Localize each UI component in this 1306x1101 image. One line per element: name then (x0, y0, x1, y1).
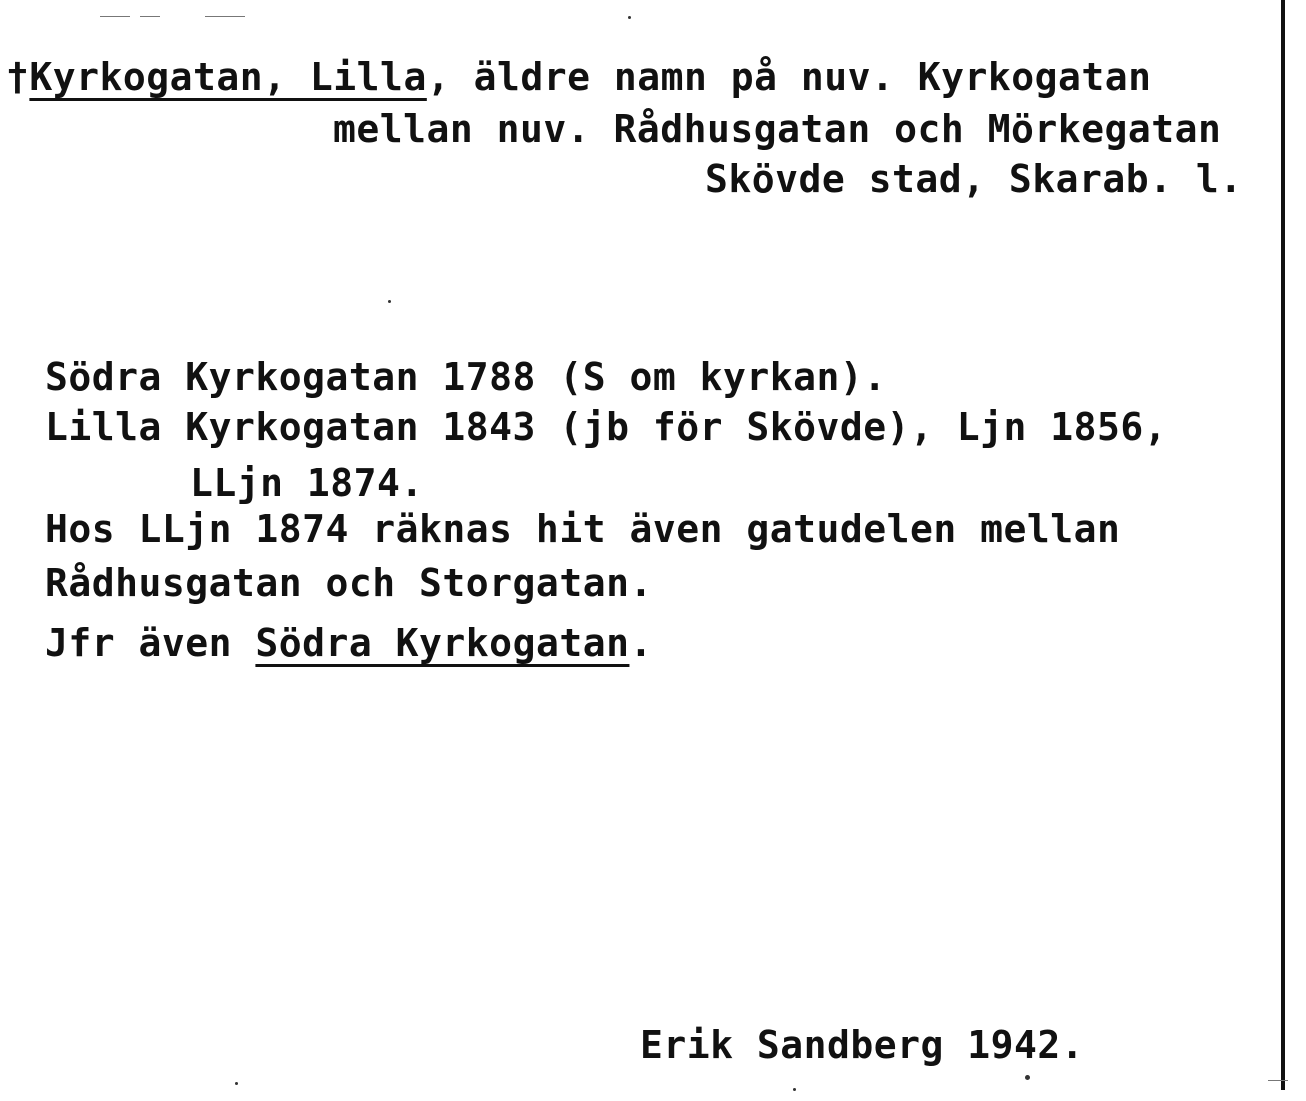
scan-mark (100, 16, 130, 17)
body-line-1: Södra Kyrkogatan 1788 (S om kyrkan). (45, 355, 887, 399)
scan-mark (205, 16, 245, 17)
speck (388, 300, 391, 303)
body-line-6 (45, 620, 653, 666)
speck (793, 1088, 796, 1091)
body-line-4: Hos LLjn 1874 räknas hit även gatudelen mellan (45, 507, 1121, 551)
speck (235, 1082, 238, 1085)
heading-line-2: mellan nuv. Rådhusgatan och Mörkegatan (333, 107, 1222, 151)
speck (628, 16, 631, 19)
cross-ref-prefix: Jfr även (45, 621, 256, 665)
heading-line-1 (6, 54, 1152, 100)
body-line-5: Rådhusgatan och Storgatan. (45, 561, 653, 605)
heading-line-3: Skövde stad, Skarab. l. (705, 157, 1243, 201)
dagger-mark: † (6, 55, 30, 99)
signature: Erik Sandberg 1942. (640, 1023, 1085, 1067)
heading-title: Kyrkogatan, Lilla (29, 55, 427, 99)
body-line-2: Lilla Kyrkogatan 1843 (jb för Skövde), Ljn 1856, (45, 405, 1168, 449)
heading-rest: , äldre namn på nuv. Kyrkogatan (426, 55, 1152, 99)
card-right-edge (1281, 0, 1285, 1090)
scan-mark (140, 16, 160, 17)
body-line-3: LLjn 1874. (190, 461, 424, 505)
speck (1025, 1075, 1030, 1080)
cross-ref-link: Södra Kyrkogatan (255, 621, 630, 665)
scan-mark (1268, 1080, 1288, 1081)
cross-ref-suffix: . (629, 621, 653, 665)
